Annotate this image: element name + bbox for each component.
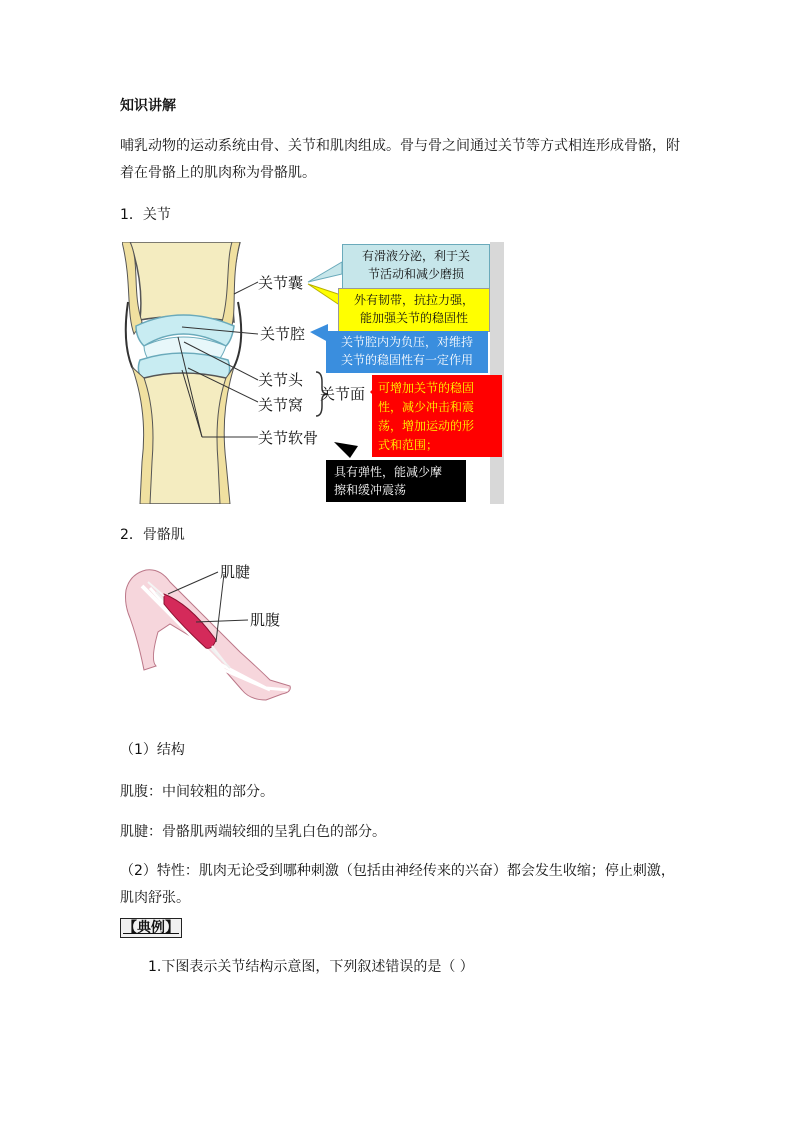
mid-box-line2: 关节的稳固性有一定作用	[340, 353, 473, 367]
red-box-line2: 性，减少冲击和震	[378, 400, 475, 414]
belly-definition: 肌腹：中间较粗的部分。	[120, 784, 274, 800]
yellow-box-line2: 能加强关节的稳固性	[359, 311, 468, 325]
label-tendon: 肌腱	[220, 563, 251, 581]
figure-border-strip	[490, 242, 504, 504]
mid-box-line1: 关节腔内为负压，对维持	[340, 335, 473, 349]
label-capsule: 关节囊	[258, 274, 304, 292]
label-belly: 肌腹	[250, 611, 281, 629]
red-box-line1: 可增加关节的稳固	[378, 381, 475, 395]
cartilage-elastic-box	[326, 460, 466, 502]
label-cavity: 关节腔	[260, 325, 306, 343]
red-box-line3: 荡，增加运动的形	[378, 419, 475, 433]
black-box-line2: 擦和缓冲震荡	[334, 483, 407, 497]
label-cartilage: 关节软骨	[258, 429, 319, 447]
red-box-line4: 式和范围；	[378, 438, 439, 452]
upper-bone	[130, 242, 240, 322]
section-muscle-heading: 2．骨骼肌	[120, 527, 185, 543]
negative-pressure-box	[326, 331, 488, 373]
blue-box-line1: 有滑液分泌，利于关	[361, 249, 470, 263]
black-box-line1: 具有弹性，能减少摩	[334, 465, 443, 479]
label-head: 关节头	[258, 371, 304, 389]
articular-surface-box	[372, 375, 502, 457]
section-joint-heading: 1．关节	[120, 207, 171, 223]
example-tag: 【典例】	[120, 918, 182, 938]
joint-diagram	[122, 242, 504, 504]
label-surface: 关节面	[320, 385, 366, 403]
synovial-fluid-box	[342, 244, 490, 290]
question-text: 1.下图表示关节结构示意图，下列叙述错误的是（ ）	[148, 959, 474, 975]
intro-paragraph: 哺乳动物的运动系统由骨、关节和肌肉组成。骨与骨之间通过关节等方式相连形成骨骼，附着在骨骼上的肌肉称为骨骼肌。	[120, 138, 680, 181]
blue-box-line2: 节活动和减少磨损	[367, 267, 464, 281]
property-paragraph: （2）特性：肌肉无论受到哪种刺激（包括由神经传来的兴奋）都会发生收缩；停止刺激，肌肉舒张。	[120, 863, 675, 906]
lower-bone	[144, 373, 226, 504]
ligament-box	[338, 288, 490, 332]
structure-heading: （1）结构	[120, 742, 185, 758]
muscle-diagram	[120, 560, 300, 720]
yellow-box-line1: 外有韧带，抗拉力强，	[353, 293, 474, 307]
tendon-definition: 肌腱：骨骼肌两端较细的呈乳白色的部分。	[120, 824, 386, 840]
heading: 知识讲解	[120, 98, 176, 114]
label-socket: 关节窝	[258, 396, 304, 414]
